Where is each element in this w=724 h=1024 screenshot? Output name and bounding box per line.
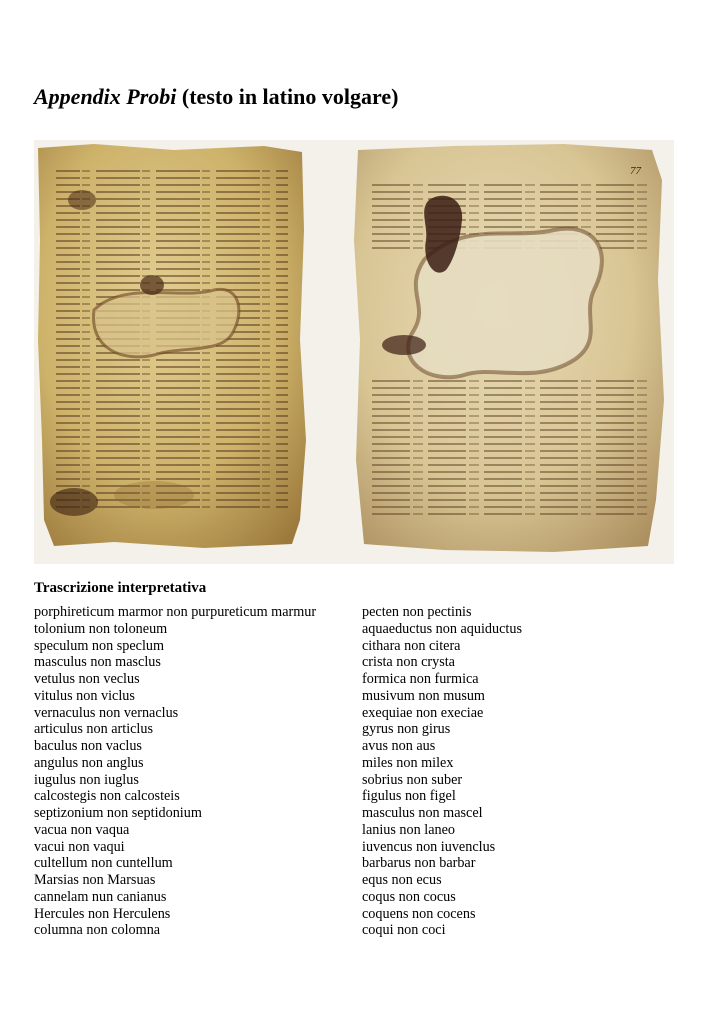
list-item: speculum non speclum <box>34 637 165 654</box>
list-item: coqus non cocus <box>362 888 456 905</box>
list-item: musivum non musum <box>362 687 485 704</box>
list-item: vitulus non viclus <box>34 687 135 704</box>
list-item: tolonium non toloneum <box>34 620 168 637</box>
list-item: figulus non figel <box>362 788 456 805</box>
right-folio <box>354 144 664 552</box>
list-item: crista non crysta <box>362 654 455 671</box>
list-item: masculus non mascel <box>362 805 483 821</box>
list-item: vacui non vaqui <box>34 838 125 855</box>
list-item: pecten non pectinis <box>362 604 472 620</box>
list-item: avus non aus <box>362 738 436 754</box>
list-item: columna non colomna <box>34 922 161 939</box>
manuscript-photo <box>34 140 674 564</box>
transcription-left-column <box>34 604 316 939</box>
list-item: Hercules non Herculens <box>34 905 171 922</box>
list-item: barbarus non barbar <box>362 855 476 872</box>
list-item: vacua non vaqua <box>34 821 130 838</box>
list-item: cithara non citera <box>362 637 461 654</box>
list-item: equs non ecus <box>362 872 442 888</box>
list-item: vetulus non veclus <box>34 671 140 687</box>
title-rest: (testo in latino volgare) <box>176 84 399 109</box>
list-item: exequiae non execiae <box>362 704 484 721</box>
list-item: Marsias non Marsuas <box>34 872 156 888</box>
list-item: septizonium non septidonium <box>34 805 202 821</box>
manuscript-image <box>34 140 674 564</box>
list-item: iuvencus non iuvenclus <box>362 838 496 855</box>
list-item: formica non furmica <box>362 671 479 687</box>
list-item: aquaeductus non aquiductus <box>362 620 522 637</box>
svg-text:77: 77 <box>630 165 641 177</box>
list-item: coquens non cocens <box>362 905 476 922</box>
transcription-right-column <box>362 604 522 939</box>
list-item: lanius non laneo <box>362 821 455 838</box>
list-item: articulus non articlus <box>34 721 153 738</box>
title-italic: Appendix Probi <box>34 84 177 109</box>
list-item: masculus non masclus <box>34 654 161 671</box>
list-item: cultellum non cuntellum <box>34 855 173 872</box>
list-item: cannelam nun canianus <box>34 888 167 905</box>
left-folio <box>38 144 306 548</box>
list-item: calcostegis non calcosteis <box>34 788 180 805</box>
list-item: coqui non coci <box>362 922 446 939</box>
list-item: baculus non vaclus <box>34 738 142 754</box>
list-item: porphireticum marmor non purpureticum marmur <box>34 604 317 620</box>
transcription-heading: Trascrizione interpretativa <box>34 580 207 596</box>
list-item: sobrius non suber <box>362 771 463 788</box>
list-item: gyrus non girus <box>362 721 451 738</box>
list-item: miles non milex <box>362 754 454 771</box>
list-item: vernaculus non vernaclus <box>34 704 179 721</box>
page-title <box>34 84 398 110</box>
list-item: iugulus non iuglus <box>34 771 139 788</box>
list-item: angulus non anglus <box>34 754 144 771</box>
